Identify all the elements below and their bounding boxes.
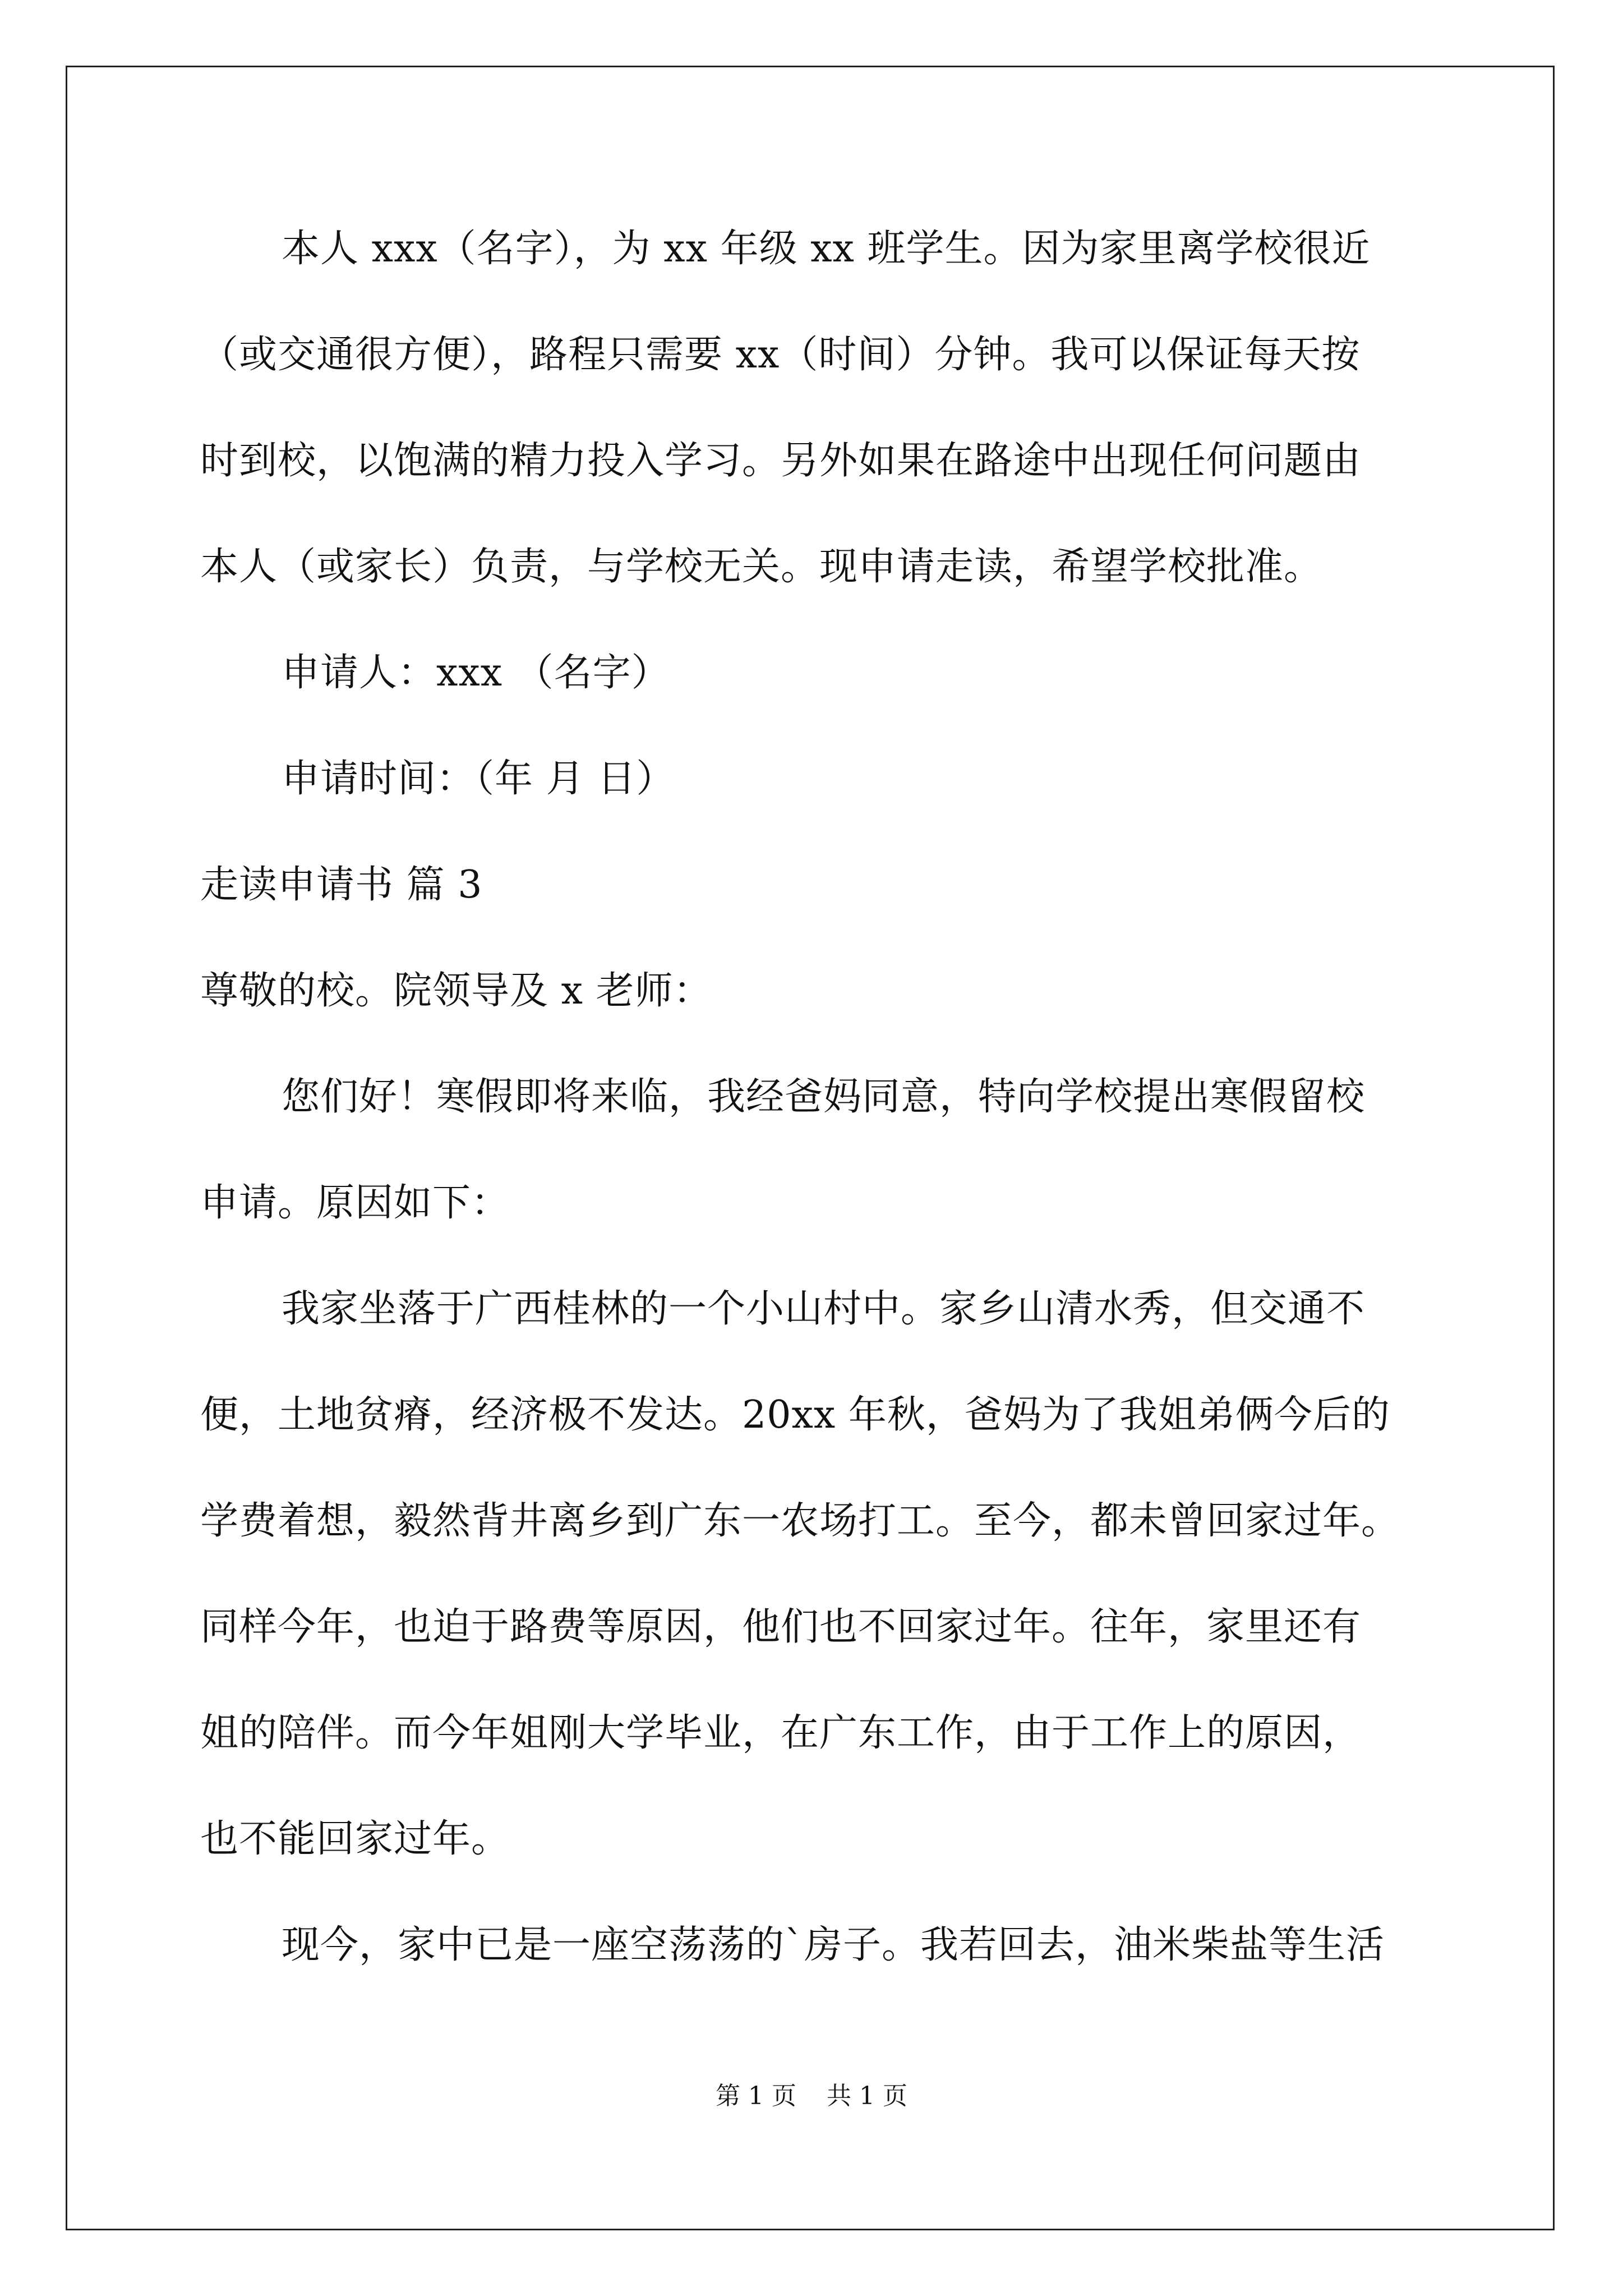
page-border [66,66,1555,2230]
paragraph-line: 申请。原因如下： [200,1181,510,1225]
paragraph-line: 本人（或家长）负责，与学校无关。现申请走读，希望学校批准。 [200,545,1323,589]
salutation: 尊敬的校。院领导及 x 老师： [200,969,712,1013]
page-number: 第 1 页 [716,2082,796,2110]
paragraph-line: 便，土地贫瘠，经济极不发达。20xx 年秋，爸妈为了我姐弟俩今后的 [200,1393,1390,1437]
paragraph-line: 同样今年，也迫于路费等原因，他们也不回家过年。往年，家里还有 [200,1605,1362,1649]
applicant-line: 申请人：xxx （名字） [282,651,670,695]
paragraph-line: 学费着想，毅然背井离乡到广东一农场打工。至今，都未曾回家过年。 [200,1499,1400,1543]
paragraph-line: 我家坐落于广西桂林的一个小山村中。家乡山清水秀，但交通不 [282,1287,1366,1331]
paragraph-line: （或交通很方便），路程只需要 xx（时间）分钟。我可以保证每天按 [200,333,1361,377]
paragraph-line: 本人 xxx（名字），为 xx 年级 xx 班学生。因为家里离学校很近 [282,227,1371,271]
section-heading: 走读申请书 篇 3 [200,863,483,907]
paragraph-line: 姐的陪伴。而今年姐刚大学毕业，在广东工作，由于工作上的原因， [200,1711,1362,1755]
paragraph-line: 也不能回家过年。 [200,1817,510,1861]
date-line: 申请时间：（年 月 日） [282,757,675,801]
page-total: 共 1 页 [827,2082,907,2110]
paragraph-line: 您们好！寒假即将来临，我经爸妈同意，特向学校提出寒假留校 [282,1075,1366,1119]
page-footer [0,2084,1623,2109]
paragraph-line: 现今，家中已是一座空荡荡的`房子。我若回去，油米柴盐等生活 [282,1923,1385,1967]
paragraph-line: 时到校，以饱满的精力投入学习。另外如果在路途中出现任何问题由 [200,439,1362,483]
